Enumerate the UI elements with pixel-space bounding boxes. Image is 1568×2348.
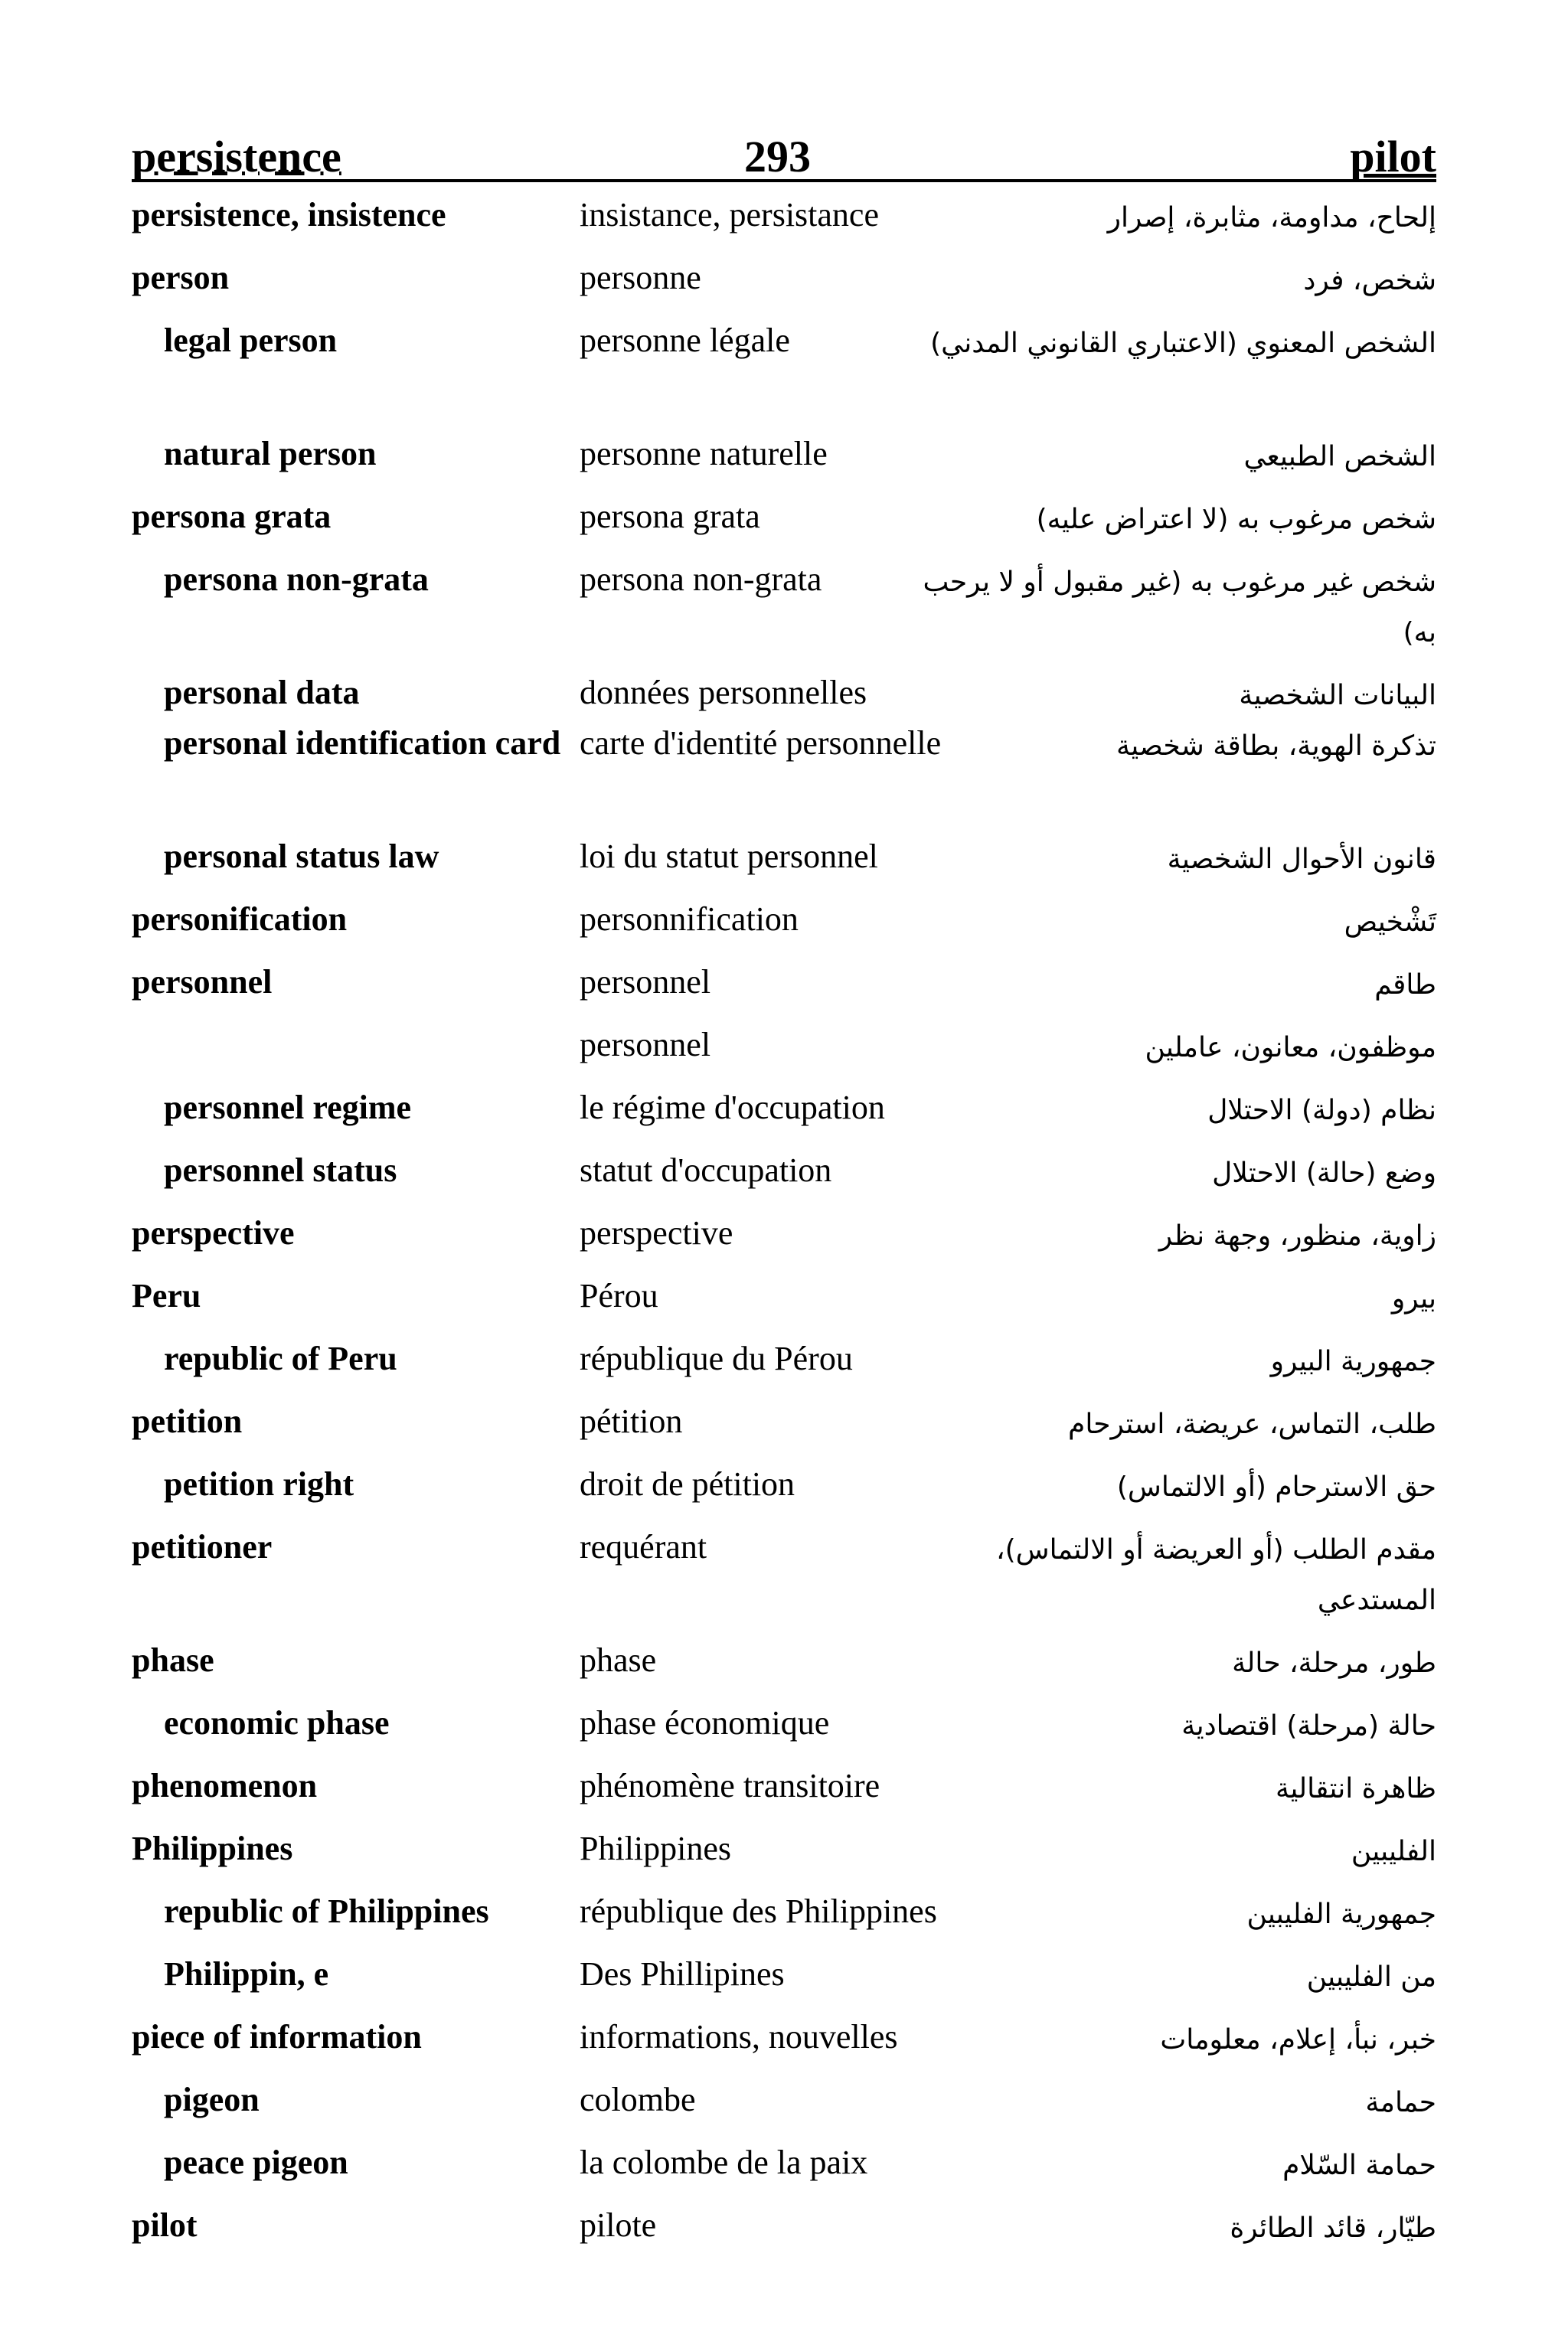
english-term: pilot <box>132 2206 198 2244</box>
entry-row <box>132 1889 1436 1952</box>
entry-row <box>132 1211 1436 1274</box>
english-term: personnel regime <box>164 1089 412 1126</box>
page-number: 293 <box>744 132 811 181</box>
entry-row <box>132 193 1436 256</box>
french-term: pétition <box>580 1403 683 1440</box>
arabic-term: موظفون، معانون، عاملين <box>1145 1032 1436 1063</box>
french-term: requérant <box>580 1528 707 1566</box>
entry-row <box>132 1764 1436 1827</box>
entry-row <box>132 256 1436 318</box>
entry-row <box>132 1462 1436 1525</box>
french-term: phénomène transitoire <box>580 1767 880 1804</box>
header-last-word: pilot <box>1350 132 1436 181</box>
arabic-term: الشخص الطبيعي <box>1243 441 1436 472</box>
arabic-term: إلحاح، مداومة، مثابرة، إصرار <box>1107 202 1436 233</box>
french-term: persona grata <box>580 498 760 535</box>
english-term: persona grata <box>132 498 332 535</box>
entry-row <box>132 721 1436 834</box>
english-term: personal identification card <box>164 724 561 762</box>
french-term: personnel <box>580 963 711 1001</box>
english-term: petitioner <box>132 1528 273 1566</box>
page-header <box>132 115 1436 182</box>
english-term: perspective <box>132 1214 295 1252</box>
french-term: statut d'occupation <box>580 1151 832 1189</box>
arabic-term: مقدم الطلب (أو العريضة أو الالتماس)، المستدعي <box>996 1534 1436 1616</box>
english-term: Peru <box>132 1277 201 1314</box>
arabic-term: جمهورية الفليبين <box>1246 1899 1436 1930</box>
english-term: peace pigeon <box>164 2144 348 2181</box>
arabic-term: طيّار، قائد الطائرة <box>1230 2212 1436 2244</box>
arabic-term: تذكرة الهوية، بطاقة شخصية <box>1116 730 1436 762</box>
french-term: personne naturelle <box>580 435 828 472</box>
english-term: republic of Philippines <box>164 1892 489 1930</box>
french-term: Des Phillipines <box>580 1955 785 1993</box>
french-term: Pérou <box>580 1277 658 1314</box>
header-first-word: persistence <box>132 132 341 181</box>
arabic-term: شخص غير مرغوب به (غير مقبول أو لا يرحب به) <box>923 567 1436 648</box>
french-term: personnel <box>580 1026 711 1063</box>
english-term: Philippin, e <box>164 1955 329 1993</box>
french-term: colombe <box>580 2081 696 2118</box>
english-term: persistence, insistence <box>132 196 446 233</box>
french-term: la colombe de la paix <box>580 2144 868 2181</box>
entry-row <box>132 1148 1436 1211</box>
entry-row <box>132 2015 1436 2078</box>
french-term: informations, nouvelles <box>580 2018 898 2056</box>
french-term: phase économique <box>580 1704 830 1742</box>
arabic-term: ظاهرة انتقالية <box>1276 1773 1436 1804</box>
english-term: Philippines <box>132 1830 293 1867</box>
arabic-term: حالة (مرحلة) اقتصادية <box>1181 1710 1436 1742</box>
entry-row <box>132 2203 1436 2266</box>
english-term: pigeon <box>164 2081 260 2118</box>
french-term: pilote <box>580 2206 657 2244</box>
entry-row <box>132 1274 1436 1337</box>
arabic-term: شخص مرغوب به (لا اعتراض عليه) <box>1036 504 1436 535</box>
entry-row <box>132 1701 1436 1764</box>
english-term: phenomenon <box>132 1767 318 1804</box>
arabic-term: حمامة <box>1365 2087 1436 2118</box>
english-term: personnel <box>132 963 273 1001</box>
entry-row <box>132 1399 1436 1462</box>
entry-row <box>132 671 1436 721</box>
entry-row <box>132 1952 1436 2015</box>
french-term: droit de pétition <box>580 1465 795 1503</box>
french-term: république des Philippines <box>580 1892 937 1930</box>
french-term: personne <box>580 259 701 296</box>
arabic-term: طور، مرحلة، حالة <box>1232 1648 1436 1679</box>
arabic-term: بيرو <box>1391 1283 1436 1314</box>
arabic-term: حمامة السّلام <box>1282 2150 1436 2181</box>
french-term: république du Pérou <box>580 1340 853 1377</box>
english-term: economic phase <box>164 1704 390 1742</box>
arabic-term: زاوية، منظور، وجهة نظر <box>1158 1220 1436 1252</box>
english-term: personnel status <box>164 1151 397 1189</box>
french-term: le régime d'occupation <box>580 1089 885 1126</box>
english-term: petition right <box>164 1465 354 1503</box>
english-term: personal status law <box>164 838 439 875</box>
entry-row <box>132 1023 1436 1086</box>
entry-row <box>132 432 1436 495</box>
french-term: perspective <box>580 1214 733 1252</box>
english-term: person <box>132 259 230 296</box>
arabic-term: شخص، فرد <box>1303 265 1436 296</box>
french-term: personnification <box>580 900 799 938</box>
dictionary-entries <box>132 193 1436 2266</box>
french-term: personne légale <box>580 322 790 359</box>
entry-row <box>132 2141 1436 2203</box>
entry-row <box>132 1638 1436 1701</box>
entry-row <box>132 1086 1436 1148</box>
arabic-term: تَشْخيص <box>1344 906 1436 938</box>
english-term: natural person <box>164 435 377 472</box>
arabic-term: الفليبين <box>1351 1836 1436 1867</box>
arabic-term: طلب، التماس، عريضة، استرحام <box>1068 1409 1436 1440</box>
arabic-term: طاقم <box>1374 969 1436 1001</box>
entry-row <box>132 834 1436 897</box>
french-term: Philippines <box>580 1830 732 1867</box>
english-term: piece of information <box>132 2018 422 2056</box>
entry-row <box>132 495 1436 557</box>
english-term: personal data <box>164 674 360 711</box>
arabic-term: من الفليبين <box>1306 1961 1436 1993</box>
arabic-term: جمهورية البيرو <box>1270 1346 1436 1377</box>
arabic-term: قانون الأحوال الشخصية <box>1167 844 1436 875</box>
arabic-term: نظام (دولة) الاحتلال <box>1207 1095 1436 1126</box>
arabic-term: وضع (حالة) الاحتلال <box>1212 1158 1436 1189</box>
french-term: persona non-grata <box>580 560 822 598</box>
french-term: loi du statut personnel <box>580 838 878 875</box>
entry-row <box>132 1337 1436 1399</box>
arabic-term: البيانات الشخصية <box>1239 680 1436 711</box>
english-term: republic of Peru <box>164 1340 397 1377</box>
arabic-term: خبر، نبأ، إعلام، معلومات <box>1160 2024 1436 2056</box>
english-term: legal person <box>164 322 338 359</box>
entry-row <box>132 318 1436 432</box>
french-term: carte d'identité personnelle <box>580 724 942 762</box>
entry-row <box>132 1525 1436 1638</box>
french-term: phase <box>580 1641 657 1679</box>
entry-row <box>132 1827 1436 1889</box>
entry-row <box>132 897 1436 960</box>
french-term: données personnelles <box>580 674 867 711</box>
english-term: persona non-grata <box>164 560 429 598</box>
entry-row <box>132 557 1436 671</box>
entry-row <box>132 960 1436 1023</box>
arabic-term: حق الاسترحام (أو الالتماس) <box>1116 1471 1436 1503</box>
english-term: petition <box>132 1403 243 1440</box>
english-term: personification <box>132 900 348 938</box>
entry-row <box>132 2078 1436 2141</box>
english-term: phase <box>132 1641 214 1679</box>
arabic-term: الشخص المعنوي (الاعتباري القانوني المدني) <box>930 328 1436 359</box>
french-term: insistance, persistance <box>580 196 879 233</box>
